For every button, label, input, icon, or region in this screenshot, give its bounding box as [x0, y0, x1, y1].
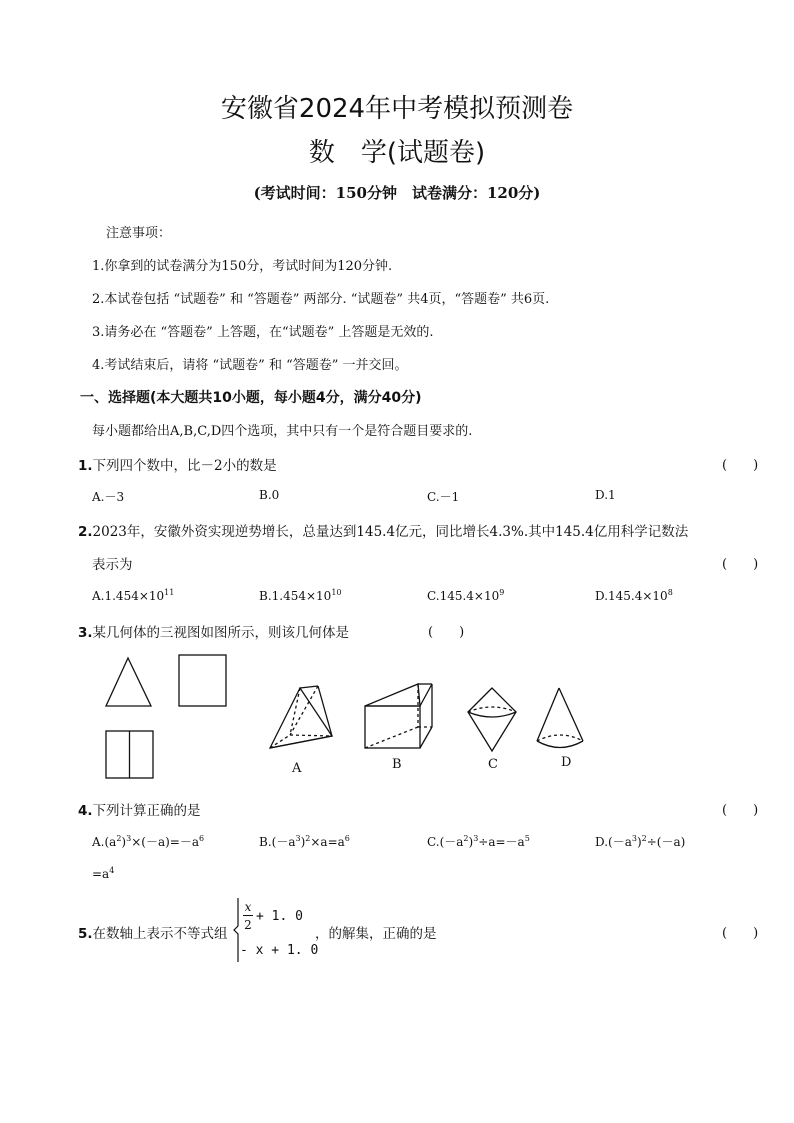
note-item-4: 4.考试结束后，请将 “试题卷” 和 “答题卷” 一并交回。 [92, 358, 408, 373]
ineq1-numerator: x [244, 900, 252, 914]
section-title: 一、选择题(本大题共10小题，每小题4分，满分40分) [80, 390, 422, 406]
option-2d: $D.145.4\times 10^8$ [595, 588, 673, 603]
question-number: 4. [78, 803, 93, 819]
front-view-triangle [106, 658, 151, 706]
question-number: 5. [78, 926, 93, 942]
option-4a: $A.(a^2)^3\times(-a)=-a^6$ [92, 834, 205, 849]
question-text: 在数轴上表示不等式组 [92, 926, 228, 942]
question-number: 3. [78, 625, 93, 641]
question-text: 下列计算正确的是 [92, 803, 201, 819]
figure-label-d: D [561, 755, 572, 770]
question-5-text-post: ，的解集，正确的是 [315, 926, 437, 942]
figure-b-solid [365, 684, 432, 748]
figure-d-solid [537, 688, 583, 748]
exam-title: 安徽省2024年中考模拟预测卷 [220, 94, 574, 124]
answer-paren-3: ( ) [428, 625, 465, 640]
answer-paren-5: ( ) [722, 926, 759, 941]
section-instruction: 每小题都给出A,B,C,D四个选项，其中只有一个是符合题目要求的. [92, 424, 473, 439]
note-item-2: 2.本试卷包括 “试题卷” 和 “答题卷” 两部分. “试题卷” 共4页，“答题卷” 共6页. [92, 292, 550, 307]
question-text: 2023年，安徽外资实现逆势增长，总量达到145.4亿元，同比增长4.3%.其中145.4亿用科学记数法 [92, 524, 689, 540]
question-number: 2. [78, 524, 93, 540]
ineq2: - x + 1. 0 [240, 943, 319, 958]
option-2a: $A.1.454\times 10^{11}$ [92, 588, 175, 603]
question-number: 1. [78, 458, 93, 474]
figure-label-a: A [292, 761, 302, 776]
ineq1-denominator: 2 [244, 918, 252, 932]
ineq1-rest: + 1. 0 [256, 909, 303, 924]
question-text: 下列四个数中，比－2小的数是 [92, 458, 277, 474]
note-item-3: 3.请务必在 “答题卷” 上答题，在“试题卷” 上答题是无效的. [92, 325, 434, 340]
option-4d-cont: $=a^4$ [92, 866, 115, 881]
answer-paren-2: ( ) [722, 557, 759, 572]
exam-subtitle: 数 学(试题卷) [308, 138, 486, 168]
option-2b: $B.1.454\times 10^{10}$ [259, 588, 342, 603]
answer-paren-4: ( ) [722, 803, 759, 818]
figure-c-solid [468, 688, 516, 751]
option-1b: B.0 [259, 488, 280, 502]
figure-a-solid [270, 686, 332, 748]
notes-heading: 注意事项： [106, 226, 172, 241]
fraction-bar [243, 915, 253, 916]
question-4 [78, 799, 201, 819]
option-4d: $D.(-a^3)^2\div(-a)$ [595, 834, 686, 849]
answer-paren-1: ( ) [722, 458, 759, 473]
option-4c: $C.(-a^2)^3\div a=-a^5$ [427, 834, 530, 849]
question-text: 某几何体的三视图如图所示，则该几何体是 [92, 625, 350, 641]
question-2-cont: 表示为 [92, 557, 133, 573]
question-5 [78, 922, 228, 942]
figure-label-b: B [392, 757, 402, 772]
option-4b: $B.(-a^3)^2\times a=a^6$ [259, 834, 350, 849]
note-item-1: 1.你拿到的试卷满分为150分，考试时间为120分钟. [92, 259, 393, 274]
option-2c: $C.145.4\times 10^9$ [427, 588, 505, 603]
figure-label-c: C [488, 757, 498, 772]
option-1c: C.－1 [427, 490, 460, 504]
exam-info: (考试时间：150分钟 试卷满分：120分) [253, 184, 541, 202]
option-1d: D.1 [595, 488, 616, 502]
side-view-square [179, 655, 226, 706]
option-1a: A.－3 [92, 490, 125, 504]
